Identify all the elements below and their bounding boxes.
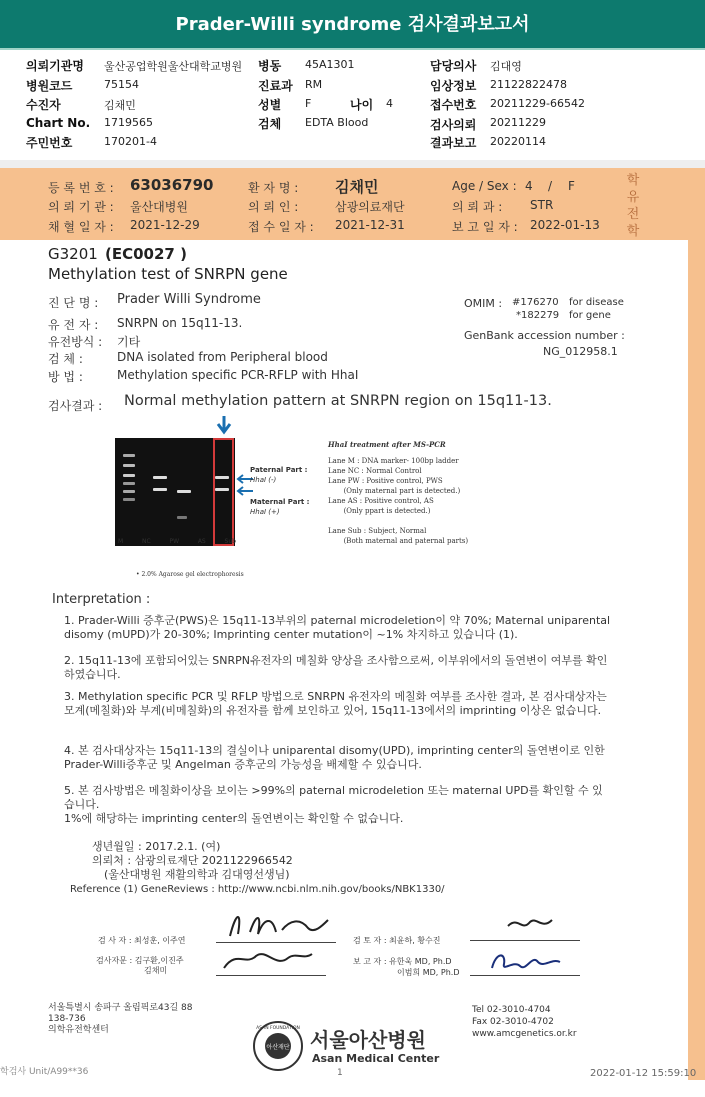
field-value: 4	[386, 97, 393, 110]
hospital-name-kr: 서울아산병원	[310, 1028, 426, 1052]
tester-label: 검 사 자 : 최성훈, 이주연	[98, 936, 186, 945]
test-name: Methylation test of SNRPN gene	[48, 265, 288, 283]
unit-stamp: 학검사 Unit/A99**36	[0, 1067, 89, 1077]
field-value: F	[305, 97, 312, 110]
paternal-label: Paternal Part :	[250, 466, 308, 474]
arrow-down-icon	[215, 416, 233, 436]
page-number: 1	[337, 1068, 343, 1078]
legend-line: Lane M : DNA marker- 100bp ladder	[328, 457, 459, 465]
lane-label: AS	[197, 538, 206, 545]
print-timestamp: 2022-01-12 15:59:10	[590, 1068, 697, 1079]
sex: F	[568, 179, 575, 193]
field-value: 김대영	[490, 60, 522, 73]
signature-line	[470, 940, 580, 941]
inherit-value: 기타	[117, 335, 141, 349]
address-line: 서울특별시 송파구 올림픽로43길 88	[48, 1003, 193, 1013]
field-value: 김채민	[104, 99, 136, 112]
interp-item: 5. 본 검사방법은 메칠화이상을 보이는 >99%의 paternal microdeletion 또는 maternal UPD를 확인할 수 있습니다. 1%에 해당하는 imprinting center의 돌연변이는 확인할 수 없습니다.	[64, 784, 603, 825]
collect-label: 채 혈 일 자 :	[48, 220, 114, 234]
genbank-value: NG_012958.1	[543, 345, 618, 358]
address-line: 의학유전학센터	[48, 1025, 109, 1035]
method-label: 방 법 :	[48, 370, 83, 384]
specimen-value: DNA isolated from Peripheral blood	[117, 350, 328, 364]
interp-item: 1. Prader-Willi 증후군(PWS)은 15q11-13부위의 paternal microdeletion이 약 70%; Maternal uniparental disomy (mUPD)가 20-30%; Imprinting center mutation이 ~1% 차지하고 있습니다 (1).	[64, 614, 611, 641]
legend-line: (Only ppart is detected.)	[328, 507, 431, 515]
legend-title: HhaI treatment after MS-PCR	[328, 440, 446, 449]
website: www.amcgenetics.or.kr	[472, 1029, 577, 1039]
field-label: 수진자	[26, 98, 61, 112]
interp-item: 3. Methylation specific PCR 및 RFLP 방법으로 SNRPN 유전자의 메칠화 여부를 조사한 결과, 본 검사대상자는 모계(메칠화)와 부계(비메칠화)의 유전자를 함께 보인하고 있어, 15q11-13에서의 imprinting 이상은 없습니다.	[64, 690, 607, 717]
tester-signature	[216, 906, 336, 942]
reference: Reference (1) GeneReviews : http://www.ncbi.nlm.nih.gov/books/NBK1330/	[70, 884, 445, 895]
legend-line	[328, 516, 498, 526]
report-title: Prader-Willi syndrome 검사결과보고서	[0, 0, 705, 51]
specimen-label: 검 체 :	[48, 352, 83, 366]
omim2-note: for gene	[569, 310, 611, 321]
lane-label: Sub	[224, 538, 236, 545]
request-info	[0, 50, 705, 160]
birth-date: 생년월일 : 2017.2.1. (여)	[92, 840, 221, 853]
field-value: RM	[305, 78, 323, 91]
field-value: 45A1301	[305, 58, 355, 71]
signature-line	[470, 975, 580, 976]
age: 4	[525, 179, 533, 193]
signature-line	[216, 975, 326, 976]
side-label: 학유전학	[626, 173, 640, 239]
reporter-signature	[486, 946, 566, 976]
maternal-sub: HhaI (+)	[250, 508, 280, 516]
page-right-border	[688, 240, 705, 1080]
reporter2: 이범희 MD, Ph.D	[397, 968, 460, 977]
field-label: 성별	[258, 98, 282, 112]
field-label: 담당의사	[430, 59, 477, 73]
sex-sep: /	[548, 179, 553, 193]
collect-date: 2021-12-29	[130, 218, 200, 232]
interp-item: 4. 본 검사대상자는 15q11-13의 결실이나 uniparental disomy(UPD), imprinting center의 돌연변이로 인한 Prader-Willi증후군 및 Angelman 증후군의 가능성을 배제할 수 있습니다.	[64, 744, 605, 771]
field-label: 병원코드	[26, 79, 73, 93]
reviewer-label: 검 토 자 : 최윤하, 황수진	[353, 936, 441, 945]
seal-ring-text: ASAN FOUNDATION	[256, 1026, 300, 1031]
gene-value: SNRPN on 15q11-13.	[117, 316, 243, 330]
omim-label: OMIM :	[464, 297, 503, 310]
receive-label: 접 수 일 자 :	[248, 220, 314, 234]
patient-label: 환 자 명 :	[248, 181, 299, 195]
consult-signature	[216, 946, 316, 974]
field-value: 1719565	[104, 116, 153, 129]
requester: 의뢰처 : 삼광의료재단 2021122966542	[92, 854, 293, 867]
tel: Tel 02-3010-4704	[472, 1005, 551, 1015]
omim2: *182279	[516, 310, 560, 321]
asan-foundation-logo	[252, 1020, 304, 1072]
consult2: 김채미	[144, 966, 168, 975]
field-label: 임상정보	[430, 79, 477, 93]
req-inst-label: 의 뢰 기 관 :	[48, 200, 114, 214]
diag-value: Prader Willi Syndrome	[117, 292, 261, 307]
field-value: 170201-4	[104, 135, 157, 148]
field-value: 울산공업학원울산대학교병원	[104, 60, 243, 73]
req-inst: 울산대병원	[130, 200, 188, 214]
seal-inner-text: 아산재단	[266, 1044, 290, 1051]
inherit-label: 유전방식 :	[48, 335, 103, 349]
report-date: 2022-01-13	[530, 218, 600, 232]
field-value: 75154	[104, 78, 139, 91]
reviewer-signature	[500, 912, 560, 942]
field-value: EDTA Blood	[305, 116, 369, 129]
lane-label: M	[118, 538, 124, 545]
gel-caption: • 2.0% Agarose gel electrophoresis	[136, 571, 244, 578]
field-label: 접수번호	[430, 98, 477, 112]
legend-line: Lane PW : Positive control, PWS	[328, 477, 443, 485]
legend-line: Lane NC : Normal Control	[328, 467, 422, 475]
paternal-sub: HhaI (-)	[250, 476, 277, 484]
field-label: 진료과	[258, 79, 293, 93]
report-label: 보 고 일 자 :	[452, 220, 518, 234]
hospital-name-en: Asan Medical Center	[312, 1052, 440, 1065]
field-label: 나이	[350, 98, 374, 112]
report-header	[0, 168, 705, 240]
dept: STR	[530, 198, 554, 212]
reg-no: 63036790	[130, 176, 214, 194]
dept-label: 의 뢰 과 :	[452, 200, 503, 214]
requester2: (울산대병원 재활의학과 김대영선생님)	[104, 868, 290, 881]
diag-label: 진 단 명 :	[48, 296, 99, 310]
test-code2: (EC0027 )	[105, 245, 187, 263]
lane-label: PW	[169, 538, 180, 545]
test-code: G3201	[48, 245, 98, 263]
genbank-label: GenBank accession number :	[464, 329, 625, 342]
field-label: 병동	[258, 59, 282, 73]
interp-item: 2. 15q11-13에 포함되어있는 SNRPN유전자의 메칠화 양상을 조사함으로써, 이부위에서의 돌연변이 여부를 확인하였습니다.	[64, 654, 608, 681]
arrow-left-icon	[236, 486, 254, 496]
omim1: #176270	[512, 297, 559, 308]
field-label: 검사의뢰	[430, 118, 477, 132]
field-label: 주민번호	[26, 136, 73, 150]
legend-line: Lane Sub : Subject, Normal	[328, 527, 427, 535]
consult-label: 검사자문 : 김구환,이진주	[96, 956, 184, 965]
receive-date: 2021-12-31	[335, 218, 405, 232]
subject-lane-highlight	[213, 438, 234, 546]
gene-label: 유 전 자 :	[48, 318, 99, 332]
field-label: 검체	[258, 117, 282, 131]
result-value: Normal methylation pattern at SNRPN region on 15q11-13.	[124, 393, 552, 409]
field-value: 20211229	[490, 116, 546, 129]
scan-edge	[0, 160, 705, 168]
legend-line: (Both maternal and paternal parts)	[328, 537, 469, 545]
req-label: 의 뢰 인 :	[248, 200, 299, 214]
field-value: 20220114	[490, 135, 546, 148]
field-label: Chart No.	[26, 116, 91, 130]
patient-name: 김채민	[335, 178, 379, 196]
signature-line	[216, 942, 336, 943]
result-label: 검사결과 :	[48, 399, 103, 413]
method-value: Methylation specific PCR-RFLP with HhaI	[117, 368, 359, 382]
lane-label: NC	[141, 538, 151, 545]
reg-no-label: 등 록 번 호 :	[48, 181, 114, 195]
legend-line: Lane AS : Positive control, AS	[328, 497, 434, 505]
req: 삼광의료재단	[335, 200, 405, 214]
omim1-note: for disease	[569, 297, 624, 308]
reporter-label: 보 고 자 : 유한욱 MD, Ph.D	[353, 957, 452, 966]
field-value: 21122822478	[490, 78, 567, 91]
agesex-label: Age / Sex :	[452, 179, 517, 193]
maternal-label: Maternal Part :	[250, 498, 310, 506]
address-line: 138-736	[48, 1014, 86, 1024]
interp-heading: Interpretation :	[52, 592, 151, 607]
field-label: 의뢰기관명	[26, 59, 84, 73]
field-value: 20211229-66542	[490, 97, 585, 110]
legend-line: (Only maternal part is detected.)	[328, 487, 461, 495]
field-label: 결과보고	[430, 136, 477, 150]
fax: Fax 02-3010-4702	[472, 1017, 554, 1027]
